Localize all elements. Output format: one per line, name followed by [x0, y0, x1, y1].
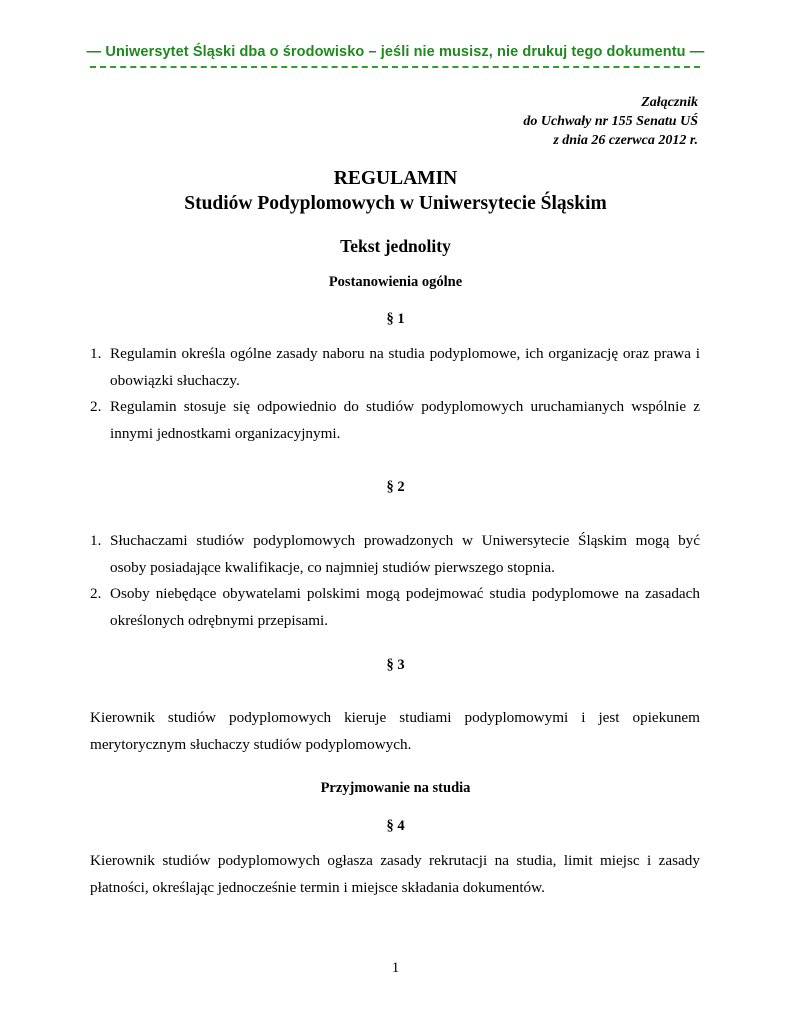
list-number: 1.	[90, 345, 102, 362]
title-line-1: REGULAMIN	[333, 168, 458, 189]
list-item	[90, 528, 700, 581]
list-item	[90, 394, 700, 447]
section-heading-general: Postanowienia ogólne	[328, 274, 463, 290]
list-number: 1.	[90, 532, 102, 549]
paragraph-2	[90, 528, 700, 634]
eco-banner: — Uniwersytet Śląski dba o środowisko – jeśli nie musisz, nie drukuj tego dokumentu —	[86, 44, 705, 60]
page-number: 1	[391, 960, 400, 976]
subtitle: Tekst jednolity	[340, 236, 451, 256]
paragraph-label-1: § 1	[386, 311, 405, 327]
paragraph-4: Kierownik studiów podyplomowych ogłasza zasady rekrutacji na studia, limit miejsc i zasady płatności, określając jednocześnie termin i miejsce składania dokumentów.	[90, 852, 700, 896]
list-item	[90, 341, 700, 394]
paragraph-label-3: § 3	[386, 657, 405, 673]
document-title	[0, 166, 791, 216]
annex-line-3: z dnia 26 czerwca 2012 r.	[553, 133, 698, 148]
list-text: Regulamin stosuje się odpowiednio do studiów podyplomowych uruchamianych wspólnie z innymi jednostkami organizacyjnymi.	[110, 398, 700, 442]
annex-line-2: do Uchwały nr 155 Senatu UŚ	[523, 114, 698, 129]
list-number: 2.	[90, 398, 102, 415]
list-text: Słuchaczami studiów podyplomowych prowadzonych w Uniwersytecie Śląskim mogą być osoby posiadające kwalifikacje, co najmniej studiów pierwszego stopnia.	[110, 532, 700, 576]
title-line-2: Studiów Podyplomowych w Uniwersytecie Śląskim	[184, 193, 607, 214]
paragraph-3: Kierownik studiów podyplomowych kieruje studiami podyplomowymi i jest opiekunem merytorycznym słuchaczy studiów podyplomowych.	[90, 709, 700, 753]
list-text: Regulamin określa ogólne zasady naboru na studia podyplomowe, ich organizację oraz prawa i obowiązki słuchaczy.	[110, 345, 700, 389]
annex-note	[523, 93, 698, 150]
list-number: 2.	[90, 585, 102, 602]
section-heading-admission: Przyjmowanie na studia	[320, 780, 471, 796]
banner-divider	[90, 66, 700, 68]
list-text: Osoby niebędące obywatelami polskimi mogą podejmować studia podyplomowe na zasadach określonych odrębnymi przepisami.	[110, 585, 700, 629]
paragraph-label-2: § 2	[386, 479, 405, 495]
paragraph-label-4: § 4	[386, 818, 405, 834]
paragraph-1	[90, 341, 700, 447]
list-item	[90, 581, 700, 634]
annex-line-1: Załącznik	[641, 95, 698, 110]
